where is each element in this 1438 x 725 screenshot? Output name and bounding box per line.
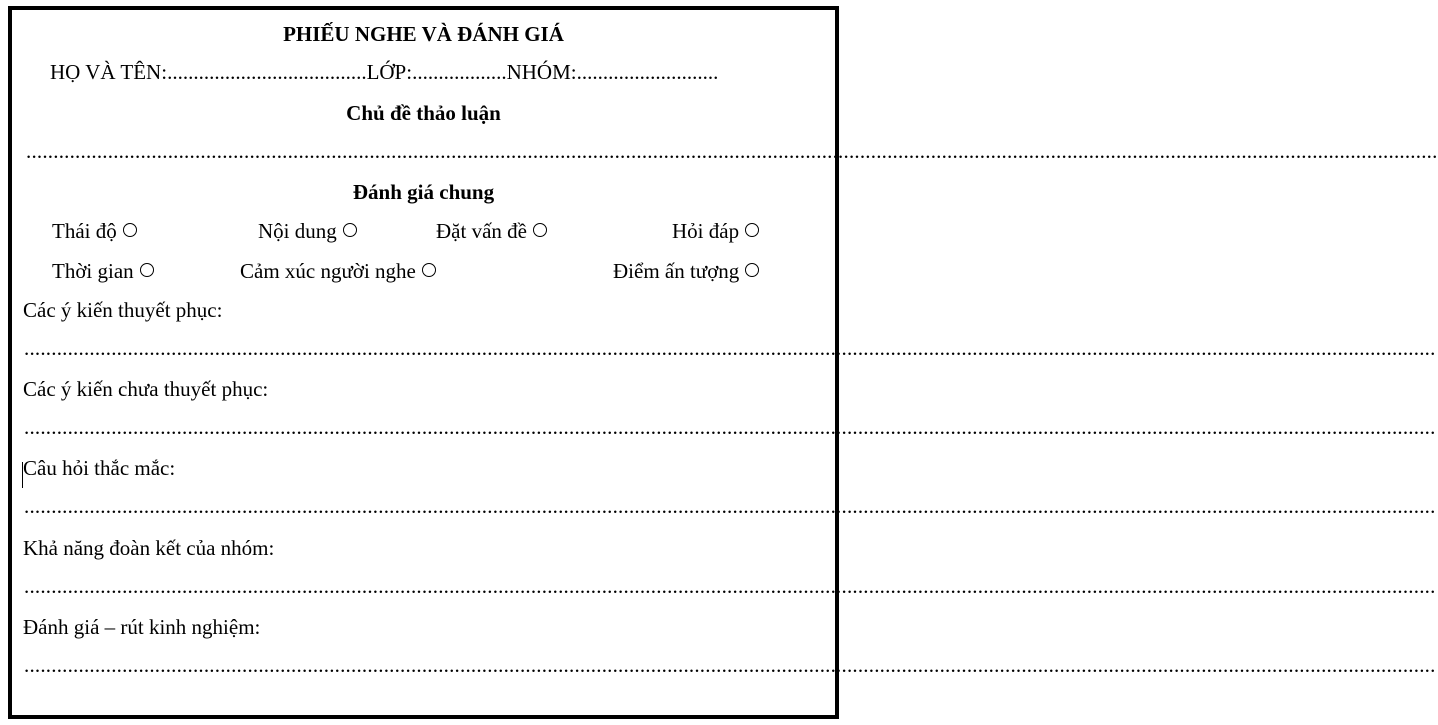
criterion-qa[interactable] xyxy=(672,219,759,243)
class-field[interactable]: .................. xyxy=(412,60,507,84)
criterion-label: Hỏi đáp xyxy=(672,219,740,243)
radio-circle-icon[interactable] xyxy=(745,223,759,237)
name-label: HỌ VÀ TÊN: xyxy=(50,60,168,84)
questions-label: Câu hỏi thắc mắc: xyxy=(23,456,176,480)
criterion-time[interactable] xyxy=(52,259,154,283)
criterion-attitude[interactable] xyxy=(52,219,137,243)
persuasive-opinions-label: Các ý kiến thuyết phục: xyxy=(23,298,223,322)
criterion-content[interactable] xyxy=(258,219,357,243)
radio-circle-icon[interactable] xyxy=(745,263,759,277)
questions-field[interactable]: ................................................................................................................................................................................................................................................................... xyxy=(24,494,1436,518)
class-label: LỚP: xyxy=(366,60,413,84)
criterion-label: Nội dung xyxy=(258,219,337,243)
criterion-label: Thời gian xyxy=(52,259,134,283)
criterion-impression[interactable] xyxy=(613,259,759,283)
topic-field[interactable]: ................................................................................................................................................................................................................................................................... xyxy=(26,139,1438,163)
criterion-label: Điểm ấn tượng xyxy=(613,259,740,283)
radio-circle-icon[interactable] xyxy=(533,223,547,237)
topic-heading: Chủ đề thảo luận xyxy=(346,101,501,125)
criterion-problem-statement[interactable] xyxy=(436,219,547,243)
form-title: PHIẾU NGHE VÀ ĐÁNH GIÁ xyxy=(283,22,564,46)
general-evaluation-heading: Đánh giá chung xyxy=(352,180,495,204)
teamwork-field[interactable]: ................................................................................................................................................................................................................................................................... xyxy=(24,574,1436,598)
persuasive-opinions-field[interactable]: ................................................................................................................................................................................................................................................................... xyxy=(24,336,1436,360)
identity-row xyxy=(50,60,718,84)
radio-circle-icon[interactable] xyxy=(123,223,137,237)
group-field[interactable]: ........................... xyxy=(576,60,719,84)
radio-circle-icon[interactable] xyxy=(422,263,436,277)
radio-circle-icon[interactable] xyxy=(140,263,154,277)
unpersuasive-opinions-label: Các ý kiến chưa thuyết phục: xyxy=(23,377,269,401)
unpersuasive-opinions-field[interactable]: ................................................................................................................................................................................................................................................................... xyxy=(24,415,1436,439)
name-field[interactable]: ...................................... xyxy=(167,60,367,84)
teamwork-label: Khả năng đoàn kết của nhóm: xyxy=(23,536,275,560)
criterion-label: Cảm xúc người nghe xyxy=(240,259,416,283)
criterion-audience-emotion[interactable] xyxy=(240,259,436,283)
radio-circle-icon[interactable] xyxy=(343,223,357,237)
criterion-label: Thái độ xyxy=(52,219,117,243)
criterion-label: Đặt vấn đề xyxy=(436,219,527,243)
lessons-learned-field[interactable]: ................................................................................................................................................................................................................................................................... xyxy=(24,653,1436,677)
evaluation-form-frame xyxy=(8,6,1438,719)
lessons-learned-label: Đánh giá – rút kinh nghiệm: xyxy=(23,615,261,639)
group-label: NHÓM: xyxy=(506,60,577,84)
